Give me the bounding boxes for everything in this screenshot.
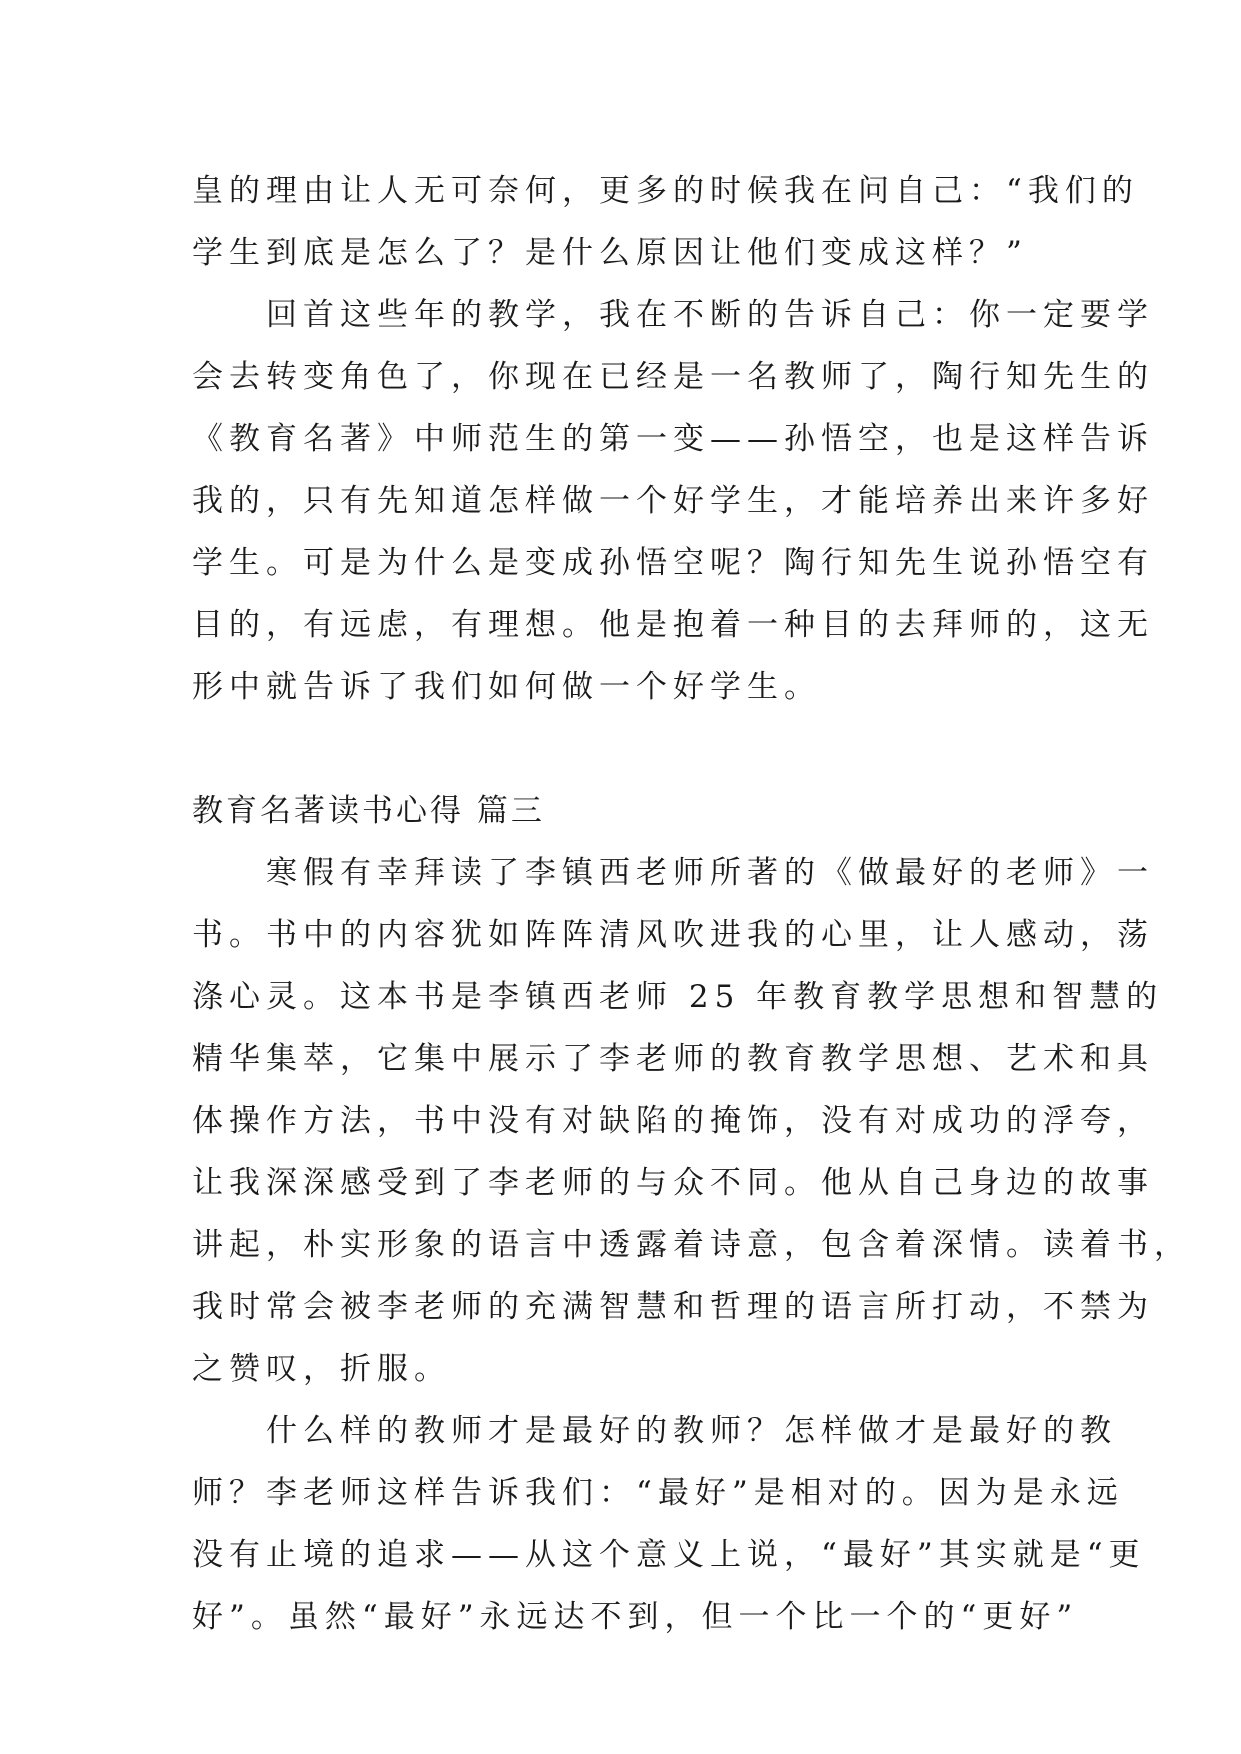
text-line: 形中就告诉了我们如何做一个好学生。 xyxy=(192,669,821,705)
text-line: 书。书中的内容犹如阵阵清风吹进我的心里，让人感动，荡 xyxy=(192,917,1154,953)
text-line: 学生到底是怎么了？是什么原因让他们变成这样？” xyxy=(192,235,1028,271)
section-heading: 教育名著读书心得 篇三 xyxy=(192,793,545,829)
document-body xyxy=(192,160,1191,1648)
text-line: 涤心灵。这本书是李镇西老师 25 年教育教学思想和智慧的 xyxy=(192,979,1164,1015)
text-line: 回首这些年的教学，我在不断的告诉自己：你一定要学 xyxy=(192,297,1154,333)
text-line: 皇的理由让人无可奈何，更多的时候我在问自己：“我们的 xyxy=(192,173,1139,209)
text-line: 学生。可是为什么是变成孙悟空呢？陶行知先生说孙悟空有 xyxy=(192,545,1154,581)
text-line: 让我深深感受到了李老师的与众不同。他从自己身边的故事 xyxy=(192,1165,1154,1201)
text-line: 讲起，朴实形象的语言中透露着诗意，包含着深情。读着书， xyxy=(192,1227,1191,1263)
text-line: 《教育名著》中师范生的第一变——孙悟空，也是这样告诉 xyxy=(192,421,1154,457)
text-line: 什么样的教师才是最好的教师？怎样做才是最好的教 xyxy=(192,1413,1117,1449)
text-line: 寒假有幸拜读了李镇西老师所著的《做最好的老师》一 xyxy=(192,855,1154,891)
text-line: 会去转变角色了，你现在已经是一名教师了，陶行知先生的 xyxy=(192,359,1154,395)
section-spacer xyxy=(192,718,1052,780)
text-line: 我时常会被李老师的充满智慧和哲理的语言所打动，不禁为 xyxy=(192,1289,1154,1325)
text-line: 好”。虽然“最好”永远达不到，但一个比一个的“更好” xyxy=(192,1599,1079,1635)
text-line: 体操作方法，书中没有对缺陷的掩饰，没有对成功的浮夸， xyxy=(192,1103,1154,1139)
text-line: 师？李老师这样告诉我们：“最好”是相对的。因为是永远 xyxy=(192,1475,1124,1511)
text-line: 我的，只有先知道怎样做一个好学生，才能培养出来许多好 xyxy=(192,483,1154,519)
text-line: 精华集萃，它集中展示了李老师的教育教学思想、艺术和具 xyxy=(192,1041,1154,1077)
text-line: 目的，有远虑，有理想。他是抱着一种目的去拜师的，这无 xyxy=(192,607,1154,643)
text-line: 之赞叹，折服。 xyxy=(192,1351,451,1387)
text-line: 没有止境的追求——从这个意义上说，“最好”其实就是“更 xyxy=(192,1537,1146,1573)
